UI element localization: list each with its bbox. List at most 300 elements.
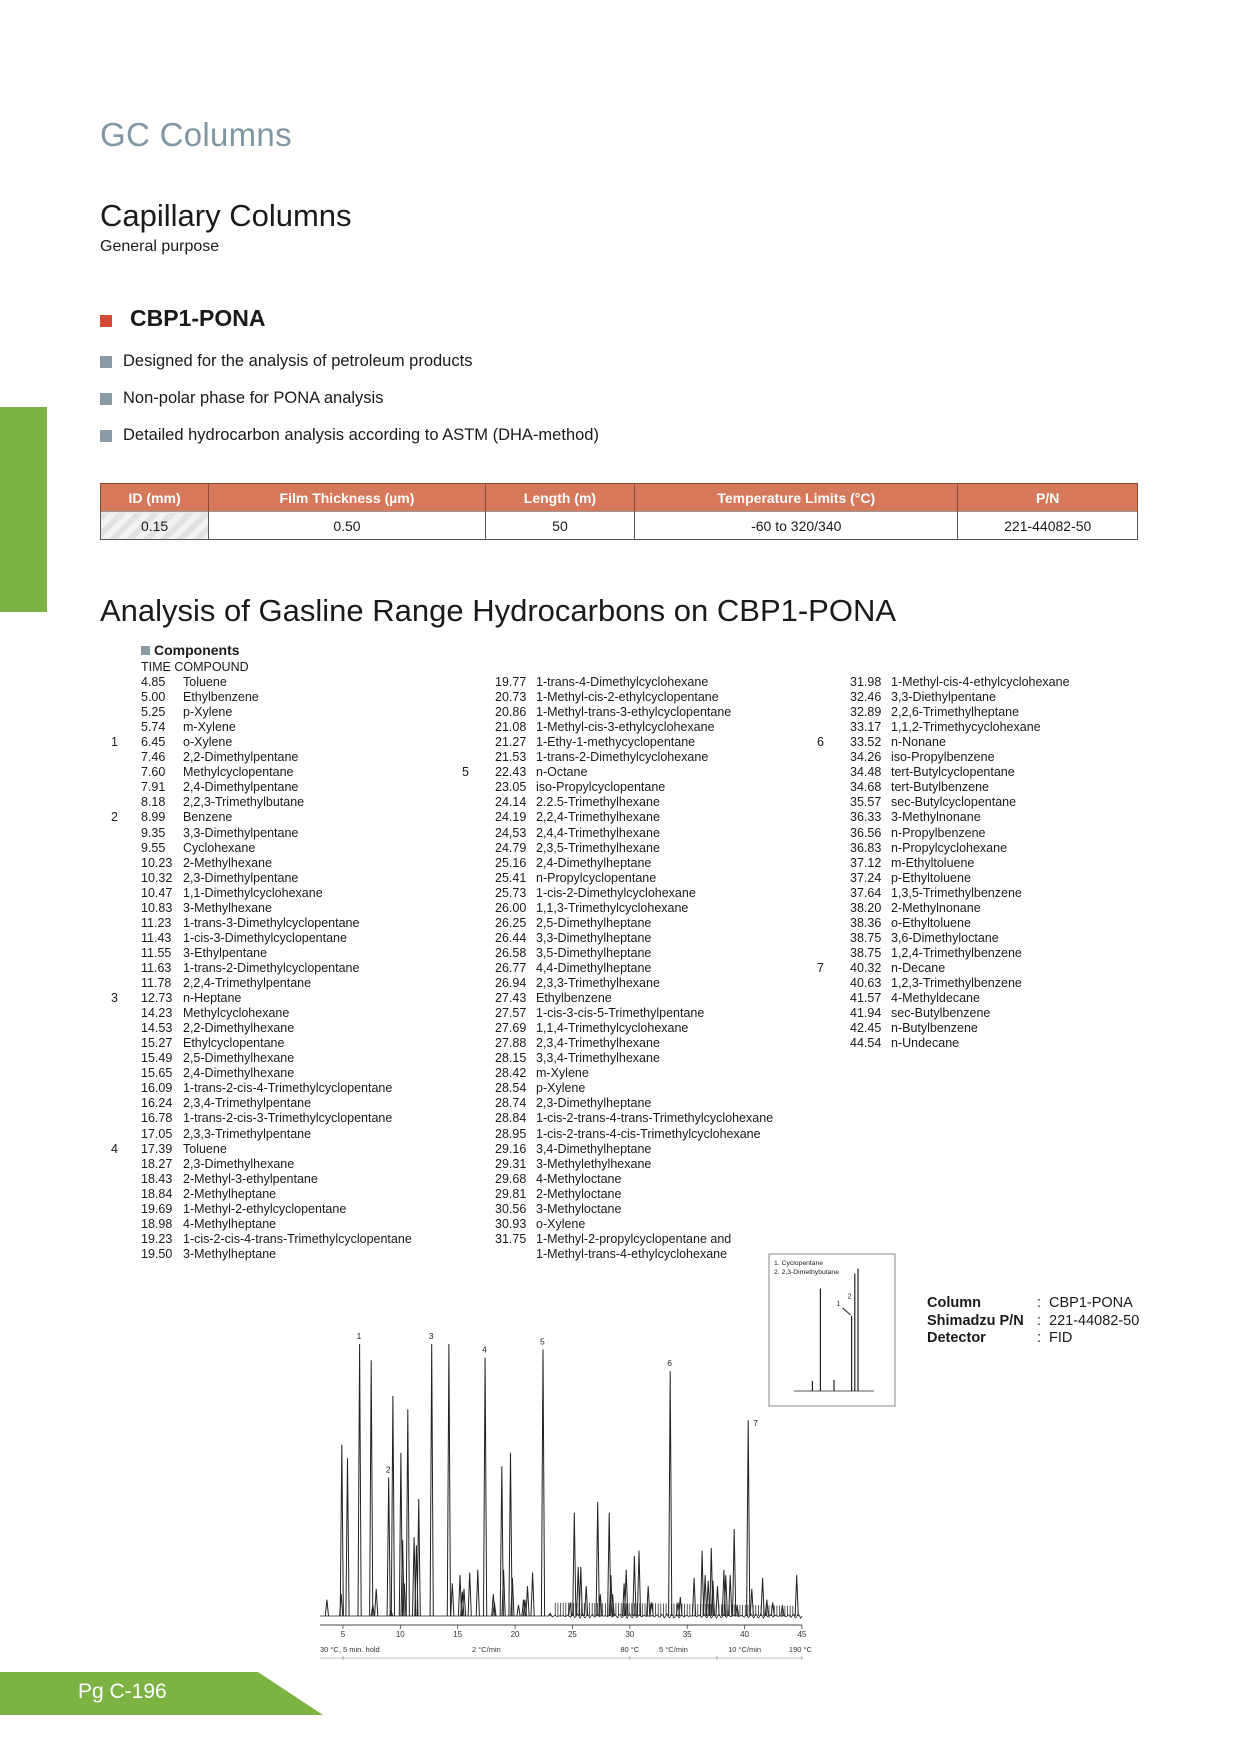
compound-name: 3,3-Dimethylpentane (183, 825, 299, 840)
retention-time: 9.35 (141, 825, 166, 840)
peak-label: 3 (428, 1331, 434, 1341)
retention-time: 11.55 (141, 945, 172, 960)
peak-number: 4 (111, 1141, 118, 1156)
compound-name: iso-Propylcyclopentane (536, 780, 666, 795)
cell-film-thickness: 0.50 (209, 512, 486, 540)
retention-time: 5.00 (141, 690, 166, 705)
col-header-id: ID (mm) (101, 484, 209, 512)
retention-time: 38.36 (850, 915, 882, 930)
retention-time: 16.09 (141, 1081, 173, 1096)
retention-time: 20.73 (495, 690, 527, 705)
compound-name: m-Ethyltoluene (891, 855, 975, 870)
chromatogram-peak (387, 1477, 390, 1616)
retention-time: 24.14 (495, 795, 527, 810)
compound-name: 2,3,4-Trimethylhexane (536, 1036, 660, 1051)
retention-time: 14.23 (141, 1006, 173, 1021)
compound-name: p-Ethyltoluene (891, 870, 971, 885)
condition-value: FID (1049, 1330, 1073, 1346)
retention-time: 28.15 (495, 1051, 527, 1066)
condition-value: 221-44082-50 (1049, 1312, 1140, 1329)
retention-time: 36.33 (850, 810, 882, 825)
compound-name: Methylcyclohexane (183, 1006, 290, 1021)
chromatogram-peak (704, 1575, 707, 1616)
retention-time: 17.39 (141, 1141, 173, 1156)
x-axis (320, 1625, 807, 1639)
compound-name: 1,1,2-Trimethycyclohexane (891, 720, 1041, 735)
compound-name: 3-Methyloctane (536, 1201, 622, 1216)
retention-time: 37.12 (850, 855, 882, 870)
retention-time: 16.24 (141, 1096, 173, 1111)
compound-name: 2,3-Dimethylhexane (183, 1156, 295, 1171)
retention-time: 28.42 (495, 1066, 527, 1081)
chromatogram-peak (476, 1570, 479, 1616)
retention-time: 19.50 (141, 1246, 173, 1261)
compound-name: sec-Butylcyclopentane (891, 795, 1017, 810)
chromatogram-peak (573, 1513, 576, 1616)
col-header-temperature-limits: Temperature Limits (°C) (635, 484, 958, 512)
compound-name: 2,4,4-Trimethylhexane (536, 825, 660, 840)
peak-number: 6 (817, 735, 824, 750)
compound-name: 3-Methylheptane (183, 1246, 277, 1261)
condition-label: Column (927, 1295, 981, 1311)
x-tick-label: 45 (797, 1630, 807, 1639)
compound-name: 1-Methyl-trans-3-ethylcyclopentane (536, 705, 732, 720)
compound-name: n-Heptane (183, 991, 242, 1006)
retention-time: 10.23 (141, 855, 173, 870)
peak-label: 4 (482, 1344, 487, 1355)
compound-name: 2,3-Dimethylpentane (183, 870, 299, 885)
retention-time: 37.64 (850, 885, 882, 900)
retention-time: 5.25 (141, 705, 166, 720)
retention-time: 19.23 (141, 1231, 173, 1246)
retention-time: 38.75 (850, 945, 882, 960)
compound-name: 1-trans-2-Dimethylcyclopentane (183, 960, 360, 975)
retention-time: 38.75 (850, 930, 882, 945)
compound-name: 1,2,3-Trimethylbenzene (891, 976, 1022, 990)
compound-name: 2,3,3-Trimethylpentane (183, 1126, 312, 1141)
retention-time: 22.43 (495, 765, 527, 780)
retention-time: 17.05 (141, 1126, 173, 1141)
retention-time: 15.27 (141, 1036, 173, 1051)
compound-name: m-Xylene (183, 720, 236, 735)
peak-number: 1 (111, 735, 118, 750)
col-header-length: Length (m) (485, 484, 634, 512)
x-tick-label: 40 (740, 1630, 750, 1639)
compound-name: 2,2,6-Trimethylheptane (891, 705, 1020, 720)
compound-name: Cyclohexane (183, 840, 256, 855)
compound-name: n-Octane (536, 765, 588, 780)
retention-time: 41.57 (850, 991, 882, 1006)
peak-label: 7 (753, 1418, 758, 1429)
compound-name: 2,2,4-Trimethylhexane (536, 810, 660, 825)
compound-name: Ethylbenzene (183, 690, 259, 705)
compound-name: 2,4-Dimethylhexane (183, 1066, 295, 1081)
retention-time: 32.89 (850, 705, 882, 720)
retention-time: 30.56 (495, 1201, 527, 1216)
inset-legend-item: 1. Cyclopentane (774, 1260, 824, 1267)
compound-name: 4-Methyloctane (536, 1171, 622, 1186)
chromatogram-peak (637, 1551, 640, 1616)
x-tick-label: 30 (625, 1630, 635, 1639)
cell-temperature-limits: -60 to 320/340 (635, 512, 958, 540)
compound-name: sec-Butylbenzene (891, 1006, 991, 1021)
compound-name: 2,4-Dimethylheptane (536, 855, 652, 870)
chromatogram-peak (531, 1573, 534, 1617)
retention-time: 26.58 (495, 945, 527, 960)
compound-name: 1-Ethy-1-methycyclopentane (536, 735, 696, 750)
retention-time: 40.32 (850, 960, 882, 975)
compound-name: n-Propylcyclopentane (536, 870, 657, 885)
retention-time: 34.26 (850, 750, 882, 765)
x-tick-label: 25 (567, 1630, 577, 1639)
compound-name: tert-Butylcyclopentane (891, 765, 1015, 780)
compound-name: 1-Methyl-cis-4-ethylcyclohexane (891, 675, 1070, 689)
retention-time: 28.74 (495, 1096, 527, 1111)
compound-name: 1-Methyl-cis-3-ethylcyclohexane (536, 720, 715, 735)
inset-frame (769, 1254, 895, 1406)
retention-time: 27.57 (495, 1006, 527, 1021)
condition-row: Detector : FID (927, 1330, 1073, 1346)
retention-time: 8.99 (141, 810, 166, 825)
temperature-program-label: 10 °C/min (728, 1645, 762, 1654)
retention-time: 29.31 (495, 1156, 527, 1171)
retention-time: 18.43 (141, 1171, 173, 1186)
inset-peak-label: 1 (836, 1301, 841, 1308)
retention-time: 27.43 (495, 991, 527, 1006)
compound-name: 2,4-Dimethylpentane (183, 780, 299, 795)
retention-time: 33.52 (850, 735, 882, 750)
chromatogram-peak (447, 1344, 450, 1616)
retention-time: 26.00 (495, 900, 527, 915)
peak-number: 7 (817, 960, 824, 975)
col-header-film-thickness: Film Thickness (µm) (209, 484, 486, 512)
condition-label: Shimadzu P/N (927, 1312, 1024, 1329)
compound-name: m-Xylene (536, 1066, 589, 1081)
compound-name: p-Xylene (183, 705, 233, 720)
compound-name: 4-Methylheptane (183, 1216, 277, 1231)
retention-time: 38.20 (850, 900, 882, 915)
compound-name: 1-Methyl-cis-2-ethylcyclopentane (536, 690, 719, 705)
peak-number: 5 (462, 765, 469, 780)
compound-name: Ethylbenzene (536, 991, 612, 1006)
compound-name: 2.2.5-Trimethylhexane (536, 795, 660, 810)
compound-name: 1-Methyl-2-propylcyclopentane and (536, 1231, 732, 1246)
retention-time: 10.83 (141, 900, 173, 915)
temperature-program-label: 30 °C, 5 min. hold (320, 1645, 380, 1654)
compound-name: 2,3,3-Trimethylhexane (536, 976, 660, 990)
compound-name: 3,3,4-Trimethylhexane (536, 1051, 660, 1066)
retention-time: 21.08 (495, 720, 527, 735)
retention-time: 24,53 (495, 825, 527, 840)
chromatogram-peak (596, 1502, 599, 1616)
retention-time: 7.91 (141, 780, 166, 795)
feature-text: Designed for the analysis of petroleum products (123, 352, 473, 370)
compound-name: 4-Methyldecane (891, 991, 980, 1006)
retention-time: 34.48 (850, 765, 882, 780)
chromatogram-peak (340, 1445, 343, 1616)
cell-id: 0.15 (101, 512, 209, 540)
chromatogram-peak (647, 1586, 650, 1616)
chromatogram-peak (417, 1499, 420, 1616)
chromatogram-peak (451, 1583, 454, 1616)
retention-time: 20.86 (495, 705, 527, 720)
x-tick-label: 15 (453, 1630, 463, 1639)
peak-number: 2 (111, 810, 118, 825)
retention-time: 36.56 (850, 825, 882, 840)
compound-name: Benzene (183, 810, 233, 825)
retention-time: 28.84 (495, 1111, 527, 1126)
compound-name: 1-trans-2-cis-4-Trimethylcyclopentane (183, 1081, 393, 1096)
compound-name: 2,5-Dimethylheptane (536, 915, 652, 930)
chromatogram-peak (399, 1453, 402, 1616)
feature-text: Detailed hydrocarbon analysis according to ASTM (DHA-method) (123, 426, 599, 444)
retention-time: 5.74 (141, 720, 166, 735)
compound-name: p-Xylene (536, 1081, 586, 1096)
chromatogram-peak (468, 1573, 471, 1617)
compound-name: 2,2-Dimethylpentane (183, 750, 299, 765)
page-heading: Capillary Columns (100, 198, 352, 233)
chromatogram-peak (375, 1589, 378, 1616)
compound-name: 2-Methylnonane (891, 900, 981, 915)
compound-name: 2-Methylhexane (183, 855, 272, 870)
compound-name: 1-trans-4-Dimethylcyclohexane (536, 675, 709, 689)
compound-name: 2,3-Dimethylheptane (536, 1096, 652, 1111)
compound-name: 1-cis-2-Dimethylcyclohexane (536, 885, 696, 900)
temperature-program (320, 1645, 813, 1660)
temperature-program-label: 190 °C (788, 1645, 812, 1654)
compound-name: 2,2,3-Trimethylbutane (183, 795, 305, 810)
compound-name: 1-cis-3-Dimethylcyclopentane (183, 930, 347, 945)
compound-name: n-Undecane (891, 1036, 960, 1051)
x-tick-label: 35 (682, 1630, 692, 1639)
list-header: TIME COMPOUND (141, 660, 249, 674)
x-tick-label: 10 (395, 1630, 405, 1639)
chromatogram-peak (406, 1409, 409, 1616)
retention-time: 15.65 (141, 1066, 173, 1081)
retention-time: 26.25 (495, 915, 527, 930)
retention-time: 18.98 (141, 1216, 173, 1231)
compound-name: 4,4-Dimethylheptane (536, 960, 652, 975)
compound-name: 2-Methyl-3-ethylpentane (183, 1171, 318, 1186)
retention-time: 26.77 (495, 960, 527, 975)
retention-time: 24.19 (495, 810, 527, 825)
product-name: CBP1-PONA (130, 305, 266, 331)
page-number: Pg C-196 (78, 1680, 167, 1703)
compound-name: 3-Methylnonane (891, 810, 981, 825)
retention-time: 26.94 (495, 976, 527, 990)
x-tick-label: 20 (510, 1630, 520, 1639)
inset-peak-label: 2 (847, 1293, 852, 1301)
compound-name: 3,6-Dimethyloctane (891, 930, 999, 945)
retention-time: 18.84 (141, 1186, 173, 1201)
compound-name: 1-trans-3-Dimethylcyclopentane (183, 915, 360, 930)
compound-name: Methylcyclopentane (183, 765, 294, 780)
compound-name: tert-Butylbenzene (891, 780, 989, 795)
chromatogram-peak (765, 1600, 768, 1616)
retention-time: 29.81 (495, 1186, 527, 1201)
compound-name: 1,2,4-Trimethylbenzene (891, 945, 1022, 960)
compound-name: 3,3-Dimethylheptane (536, 930, 652, 945)
chromatogram-peak (346, 1458, 349, 1616)
condition-label: Detector (927, 1330, 986, 1346)
retention-time: 12.73 (141, 991, 173, 1006)
chromatogram-peak (325, 1600, 328, 1616)
peak-label: 6 (667, 1358, 672, 1369)
peak-number: 3 (111, 991, 118, 1006)
temperature-program-label: 80 °C (620, 1645, 640, 1654)
compound-name: 1-trans-2-cis-3-Trimethylcyclopentane (183, 1111, 393, 1126)
compound-name: 1,1,4-Trimethylcyclohexane (536, 1021, 689, 1036)
col-header-part-number: P/N (958, 484, 1138, 512)
compound-name: 2-Methyloctane (536, 1186, 622, 1201)
compound-name: 2,3,4-Trimethylpentane (183, 1096, 312, 1111)
compound-name: 2,5-Dimethylhexane (183, 1051, 295, 1066)
chromatogram-peak (370, 1360, 373, 1616)
peak-label: 2 (385, 1464, 391, 1475)
retention-time: 10.32 (141, 870, 173, 885)
retention-time: 26.44 (495, 930, 527, 945)
retention-time: 32.46 (850, 690, 882, 705)
compound-name: 3-Methylhexane (183, 900, 272, 915)
compound-name: 3-Methylethylhexane (536, 1156, 652, 1171)
retention-time: 11.43 (141, 930, 172, 945)
analysis-title: Analysis of Gasline Range Hydrocarbons on CBP1-PONA (100, 593, 897, 628)
compound-name: Toluene (183, 675, 227, 689)
temperature-program-label: 2 °C/min (471, 1645, 501, 1654)
chromatogram-peak (669, 1371, 672, 1616)
retention-time: 28.54 (495, 1081, 527, 1096)
inset-legend-item: 2. 2,3-Dimethybutane (774, 1269, 839, 1276)
compound-name: 1-cis-2-trans-4-trans-Trimethylcyclohexane (536, 1111, 774, 1126)
compound-name: 1-cis-3-cis-5-Trimethylpentane (536, 1006, 705, 1021)
retention-time: 35.57 (850, 795, 882, 810)
compound-name: o-Ethyltoluene (891, 915, 971, 930)
condition-row: Shimadzu P/N : 221-44082-50 (927, 1312, 1140, 1329)
compound-name: 3,5-Dimethylheptane (536, 945, 652, 960)
retention-time: 11.23 (141, 915, 172, 930)
retention-time: 30.93 (495, 1216, 527, 1231)
retention-time: 23.05 (495, 780, 527, 795)
chromatogram-peak (391, 1396, 394, 1616)
chromatogram-peak (541, 1349, 544, 1616)
compound-name: 1-cis-2-trans-4-cis-Trimethylcyclohexane (536, 1126, 761, 1141)
compound-name: 1-trans-2-Dimethylcyclohexane (536, 750, 709, 765)
retention-time: 25.41 (495, 870, 527, 885)
retention-time: 15.49 (141, 1051, 173, 1066)
retention-time: 16.78 (141, 1111, 173, 1126)
retention-time: 37.24 (850, 870, 882, 885)
compound-name: Ethylcyclopentane (183, 1036, 285, 1051)
feature-text: Non-polar phase for PONA analysis (123, 389, 384, 407)
inset-chromatogram (769, 1254, 895, 1406)
compound-name: 1-Methyl-2-ethylcyclopentane (183, 1201, 347, 1216)
retention-time: 29.68 (495, 1171, 527, 1186)
compound-name: iso-Propylbenzene (891, 750, 995, 765)
compound-name: o-Xylene (183, 735, 233, 750)
temperature-program-label: 5 °C/min (659, 1645, 688, 1654)
cell-length: 50 (485, 512, 634, 540)
compound-name: n-Decane (891, 960, 946, 975)
chromatogram-peak (526, 1586, 529, 1616)
compound-name: o-Xylene (536, 1216, 586, 1231)
x-tick-label: 5 (340, 1630, 346, 1639)
section-title: GC Columns (100, 116, 292, 153)
retention-time: 29.16 (495, 1141, 527, 1156)
compound-name: 3,3-Diethylpentane (891, 690, 996, 705)
compound-name: 1,1,3-Trimethylcyclohexane (536, 900, 689, 915)
retention-time: 44.54 (850, 1036, 882, 1051)
retention-time: 34.68 (850, 780, 882, 795)
compound-name: Toluene (183, 1141, 227, 1156)
retention-time: 40.63 (850, 976, 882, 990)
chromatogram-peak (484, 1358, 487, 1616)
compound-name: 2,3,5-Trimethylhexane (536, 840, 660, 855)
retention-time: 10.47 (141, 885, 173, 900)
cell-part-number: 221-44082-50 (958, 512, 1138, 540)
peak-label: 5 (540, 1336, 545, 1347)
retention-time: 25.16 (495, 855, 527, 870)
chromatogram-peak (733, 1529, 736, 1616)
retention-time: 21.53 (495, 750, 527, 765)
retention-time: 9.55 (141, 840, 166, 855)
retention-time: 21.27 (495, 735, 527, 750)
page-subheading: General purpose (100, 238, 220, 255)
retention-time: 11.78 (141, 976, 172, 990)
compound-name: 1,3,5-Trimethylbenzene (891, 885, 1022, 900)
retention-time: 6.45 (141, 735, 166, 750)
compound-name: n-Propylcyclohexane (891, 840, 1008, 855)
compound-name: 1-Methyl-trans-4-ethylcyclohexane (536, 1246, 728, 1261)
chromatogram-trace (320, 1331, 802, 1618)
chromatogram-peak (430, 1344, 433, 1616)
retention-time: 31.98 (850, 675, 882, 689)
chromatogram-peak (517, 1605, 520, 1616)
retention-time: 8.18 (141, 795, 166, 810)
retention-time: 33.17 (850, 720, 882, 735)
compound-name: 3,4-Dimethylheptane (536, 1141, 652, 1156)
retention-time: 31.75 (495, 1231, 527, 1246)
retention-time: 24.79 (495, 840, 527, 855)
compound-name: 1,1-Dimethylcyclohexane (183, 885, 323, 900)
retention-time: 7.60 (141, 765, 166, 780)
retention-time: 14.53 (141, 1021, 173, 1036)
retention-time: 42.45 (850, 1021, 882, 1036)
retention-time: 4.85 (141, 675, 166, 689)
chromatogram-peak (358, 1344, 361, 1616)
components-label: Components (154, 642, 240, 658)
compound-name: 2-Methylheptane (183, 1186, 277, 1201)
condition-row: Column : CBP1-PONA (927, 1295, 1133, 1311)
peak-label: 1 (356, 1331, 362, 1341)
compound-name: n-Propylbenzene (891, 825, 986, 840)
compound-name: n-Butylbenzene (891, 1021, 978, 1036)
retention-time: 25.73 (495, 885, 527, 900)
compound-name: 3-Ethylpentane (183, 945, 268, 960)
chromatogram-peak (747, 1420, 750, 1616)
compound-name: n-Nonane (891, 735, 946, 750)
compound-name: 2,2-Dimethylhexane (183, 1021, 295, 1036)
condition-value: CBP1-PONA (1049, 1295, 1133, 1311)
retention-time: 19.77 (495, 675, 527, 689)
retention-time: 11.63 (141, 960, 172, 975)
retention-time: 18.27 (141, 1156, 173, 1171)
retention-time: 19.69 (141, 1201, 173, 1216)
retention-time: 28.95 (495, 1126, 527, 1141)
retention-time: 36.83 (850, 840, 882, 855)
retention-time: 27.69 (495, 1021, 527, 1036)
compound-name: 1-cis-2-cis-4-trans-Trimethylcyclopentane (183, 1231, 412, 1246)
compound-name: 2,2,4-Trimethylpentane (183, 976, 312, 990)
